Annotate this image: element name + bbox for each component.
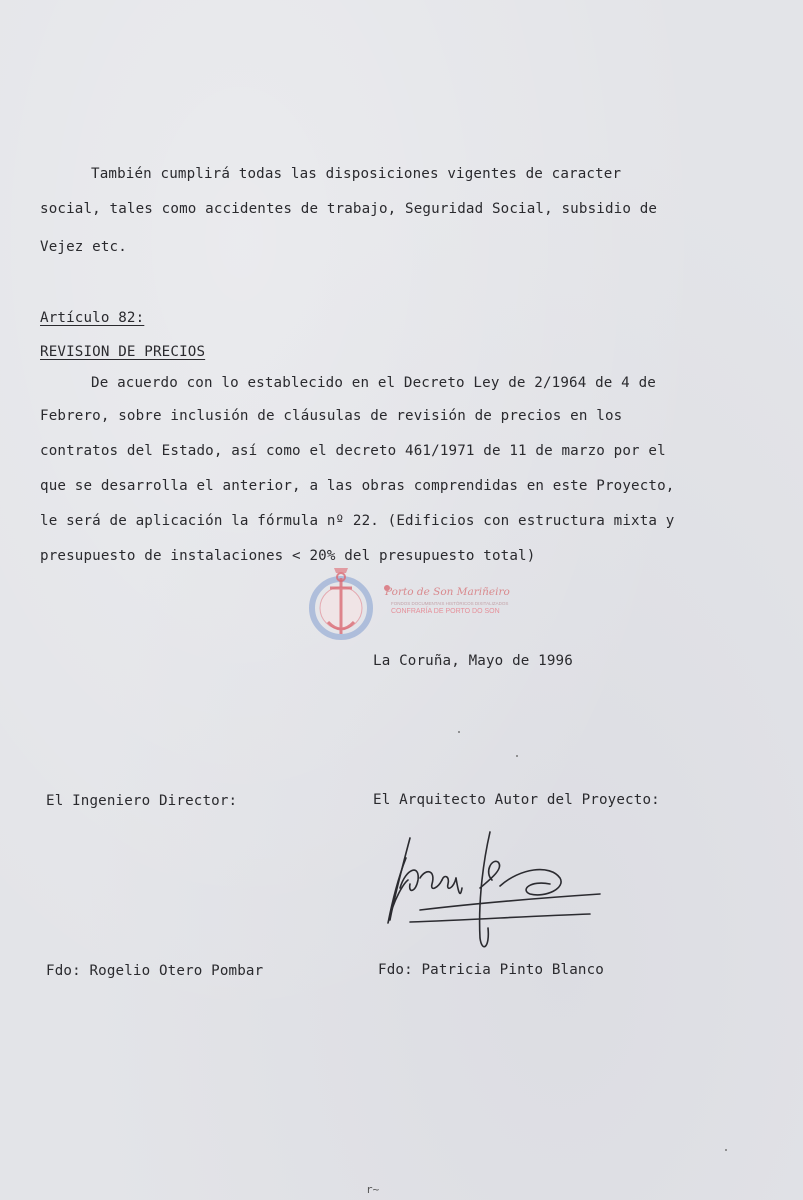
- role-engineer: El Ingeniero Director:: [46, 793, 238, 809]
- dust-speck: [516, 755, 518, 757]
- dust-speck: [725, 1149, 727, 1151]
- signed-architect: Fdo: Patricia Pinto Blanco: [378, 962, 604, 978]
- stamp-subtitle: FONDOS DOCUMENTAIS HISTÓRICOS DIXITALIZADOS: [391, 601, 509, 606]
- para2-line-4: que se desarrolla el anterior, a las obras comprendidas en este Proyecto,: [40, 478, 675, 494]
- para2-line-1: De acuerdo con lo establecido en el Decreto Ley de 2/1964 de 4 de: [91, 375, 656, 391]
- handwritten-signature: [380, 828, 610, 968]
- bottom-mark: r~: [366, 1183, 380, 1196]
- dust-speck: [458, 731, 460, 733]
- para2-line-3: contratos del Estado, así como el decreto 461/1971 de 11 de marzo por el: [40, 443, 666, 459]
- article-heading: Artículo 82:: [40, 310, 145, 326]
- para1-line-2: social, tales como accidentes de trabajo, Seguridad Social, subsidio de: [40, 201, 658, 217]
- section-title: REVISION DE PRECIOS: [40, 344, 206, 360]
- para2-line-5: le será de aplicación la fórmula nº 22. (Edificios con estructura mixta y: [40, 513, 675, 529]
- para2-line-2: Febrero, sobre inclusión de cláusulas de revisión de precios en los: [40, 408, 623, 424]
- place-date: La Coruña, Mayo de 1996: [373, 653, 573, 669]
- signed-engineer: Fdo: Rogelio Otero Pombar: [46, 963, 264, 979]
- para1-line-1: También cumplirá todas las disposiciones vigentes de caracter: [91, 166, 622, 182]
- stamp-org: CONFRARÍA DE PORTO DO SON: [391, 608, 500, 615]
- para2-line-6: presupuesto de instalaciones < 20% del presupuesto total): [40, 548, 536, 564]
- para1-line-3: Vejez etc.: [40, 239, 127, 255]
- role-architect: El Arquitecto Autor del Proyecto:: [373, 792, 660, 808]
- stamp-title: Porto de Son Mariñeiro: [385, 586, 510, 598]
